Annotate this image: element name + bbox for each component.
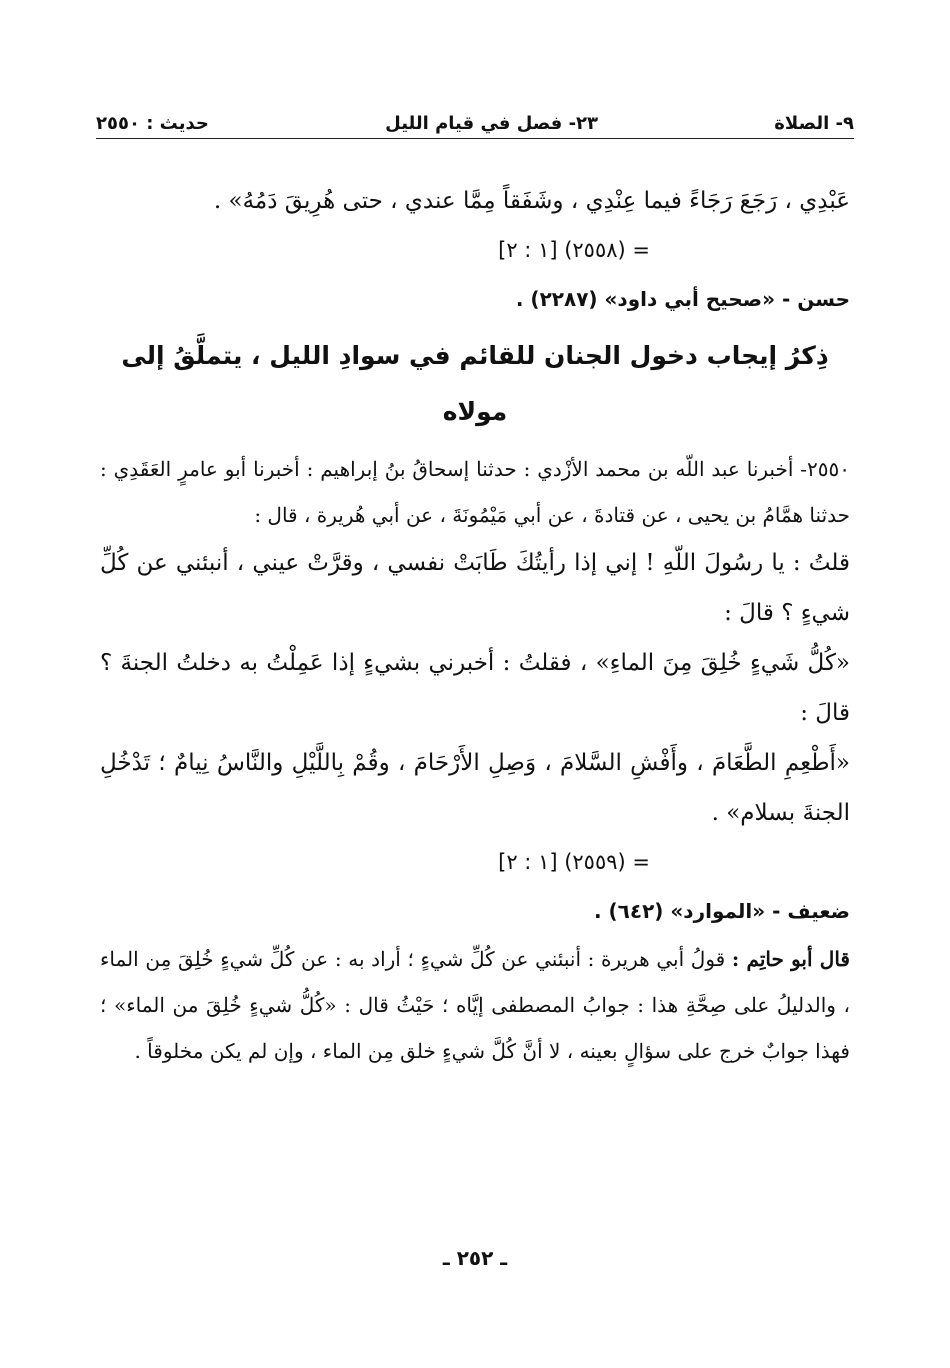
page-number: ـ ٢٥٢ ـ bbox=[442, 1246, 508, 1270]
commentary-speaker: قال أبو حاتِم : bbox=[731, 947, 850, 971]
running-header bbox=[96, 98, 854, 134]
chapter-title-line-2: مولاه bbox=[442, 397, 508, 426]
hadith-reference-2: = (٢٥٥٩) [١ : ٢] bbox=[498, 850, 650, 874]
header-divider bbox=[96, 138, 854, 139]
continued-text: عَبْدِي ، رَجَعَ رَجَاءً فيما عِنْدِي ، وشَفَقاً مِمَّا عندي ، حتى هُرِيقَ دَمُهُ» . bbox=[213, 188, 850, 214]
chapter-title-line-1: ذِكرُ إيجاب دخول الجنان للقائم في سوادِ الليل ، يتملَّقُ إلى bbox=[121, 341, 829, 370]
commentary bbox=[100, 936, 850, 1074]
page-body bbox=[100, 176, 850, 1074]
hadith-text-1: قلتُ : يا رسُولَ اللّهِ ! إني إذا رأيتُكَ طَابَتْ نفسي ، وقرَّتْ عيني ، أنبئني عن كُلِّ شيءٍ ؟ قالَ : bbox=[100, 550, 850, 626]
header-hadith-ref: حديث : ٢٥٥٠ bbox=[96, 113, 209, 134]
hadith-text-3: «أَطْعِمِ الطَّعَامَ ، وأَفْشِ السَّلامَ ، وَصِلِ الأَرْحَامَ ، وقُمْ بِاللَّيْلِ والنَّاسُ نِيامٌ ؛ تَدْخُلِ الجنةَ بسلام» . bbox=[100, 750, 850, 826]
header-chapter: ٩- الصلاة bbox=[774, 113, 854, 134]
chapter-title bbox=[100, 328, 850, 440]
header-section: ٢٣- فصل في قيام الليل bbox=[385, 113, 599, 134]
hadith-grade-2: ضعيف - «الموارد» (٦٤٢) . bbox=[593, 899, 850, 923]
hadith-grade: حسن - «صحيح أبي داود» (٢٢٨٧) . bbox=[515, 287, 850, 311]
hadith-isnad: ٢٥٥٠- أخبرنا عبد اللّه بن محمد الأزْدي : حدثنا إسحاقُ بنُ إبراهيم : أخبرنا أبو عامرٍ العَقَدِي : حدثنا همَّامُ بن يحيى ، عن قتادةَ ، عن أبي مَيْمُونَةَ ، عن أبي هُريرة ، قال : bbox=[100, 457, 850, 527]
hadith-reference: = (٢٥٥٨) [١ : ٢] bbox=[498, 238, 650, 262]
commentary-text: قولُ أبي هريرة : أنبئني عن كُلِّ شيءٍ ؛ أراد به : عن كُلِّ شيءٍ خُلِقَ مِن الماء ، والدليلُ على صِحَّةِ هذا : جوابُ المصطفى إيَّاه ؛ حَيْثُ قال : «كُلُّ شيءٍ خُلِقَ من الماء» ؛ فهذا جوابٌ خرج على سؤالٍ بعينه ، لا أنَّ كُلَّ شيءٍ خلق مِن الماء ، وإن لم يكن مخلوقاً . bbox=[100, 947, 850, 1063]
hadith-text-2: «كُلُّ شَيءٍ خُلِقَ مِنَ الماءِ» ، فقلتُ : أخبرني بشيءٍ إذا عَمِلْتُ به دخلتُ الجنةَ ؟ قالَ : bbox=[100, 650, 850, 726]
